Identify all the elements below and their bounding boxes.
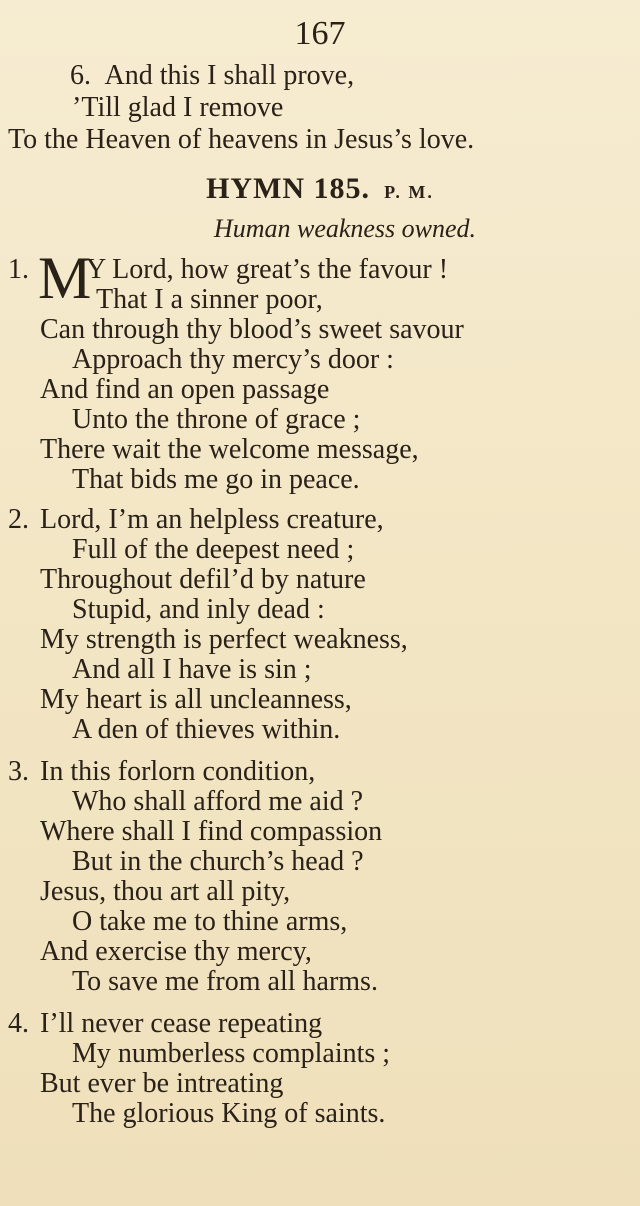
verse-line: Where shall I find compassion [40, 816, 383, 847]
prev-stanza-line [70, 60, 354, 92]
verse-line: Who shall afford me aid ? [72, 786, 364, 817]
verse-line: My strength is perfect weakness, [40, 624, 408, 655]
verse-line: To save me from all harms. [72, 966, 378, 997]
verse-line: Can through thy blood’s sweet savour [40, 314, 464, 345]
stanza-number: 2. [8, 504, 29, 535]
verse-line: My heart is all uncleanness, [40, 684, 352, 715]
prev-stanza-line: To the Heaven of heavens in Jesus’s love. [8, 124, 475, 155]
hymn-subtitle: Human weakness owned. [213, 214, 477, 243]
verse-line: But ever be intreating [40, 1068, 284, 1099]
stanza-number: 1. [8, 254, 29, 285]
verse-line: In this forlorn condition, [40, 756, 316, 787]
verse-line: Y Lord, how great’s the favour ! [86, 254, 449, 285]
stanza-number: 4. [8, 1008, 29, 1039]
verse-line: Jesus, thou art all pity, [40, 876, 291, 907]
verse-line: My numberless complaints ; [72, 1038, 391, 1069]
hymn-meter: P. M. [384, 182, 434, 202]
verse-line: And find an open passage [40, 374, 330, 405]
verse-line: Approach thy mercy’s door : [72, 344, 394, 375]
verse-line: Stupid, and inly dead : [72, 594, 325, 625]
stanza-number: 3. [8, 756, 29, 787]
verse-line: That I a sinner poor, [96, 284, 323, 315]
hymn-title [0, 172, 640, 209]
verse-text: And this I shall prove, [104, 60, 355, 91]
verse-line: The glorious King of saints. [72, 1098, 386, 1129]
verse-line: A den of thieves within. [72, 714, 341, 745]
stanza-number: 6. [70, 60, 91, 91]
verse-line: I’ll never cease repeating [40, 1008, 323, 1039]
drop-cap: M [38, 245, 92, 311]
page-number: 167 [294, 15, 346, 52]
verse-line: And exercise thy mercy, [40, 936, 312, 967]
verse-line: Throughout defil’d by nature [40, 564, 366, 595]
verse-line: That bids me go in peace. [72, 464, 360, 495]
prev-stanza-line: ’Till glad I remove [72, 92, 284, 123]
verse-line: Lord, I’m an helpless creature, [40, 504, 384, 535]
hymn-number: HYMN 185. [206, 172, 371, 205]
verse-line: O take me to thine arms, [72, 906, 348, 937]
verse-line: Full of the deepest need ; [72, 534, 355, 565]
verse-line: There wait the welcome message, [40, 434, 419, 465]
verse-line: And all I have is sin ; [72, 654, 312, 685]
verse-line: But in the church’s head ? [72, 846, 364, 877]
verse-line: Unto the throne of grace ; [72, 404, 361, 435]
